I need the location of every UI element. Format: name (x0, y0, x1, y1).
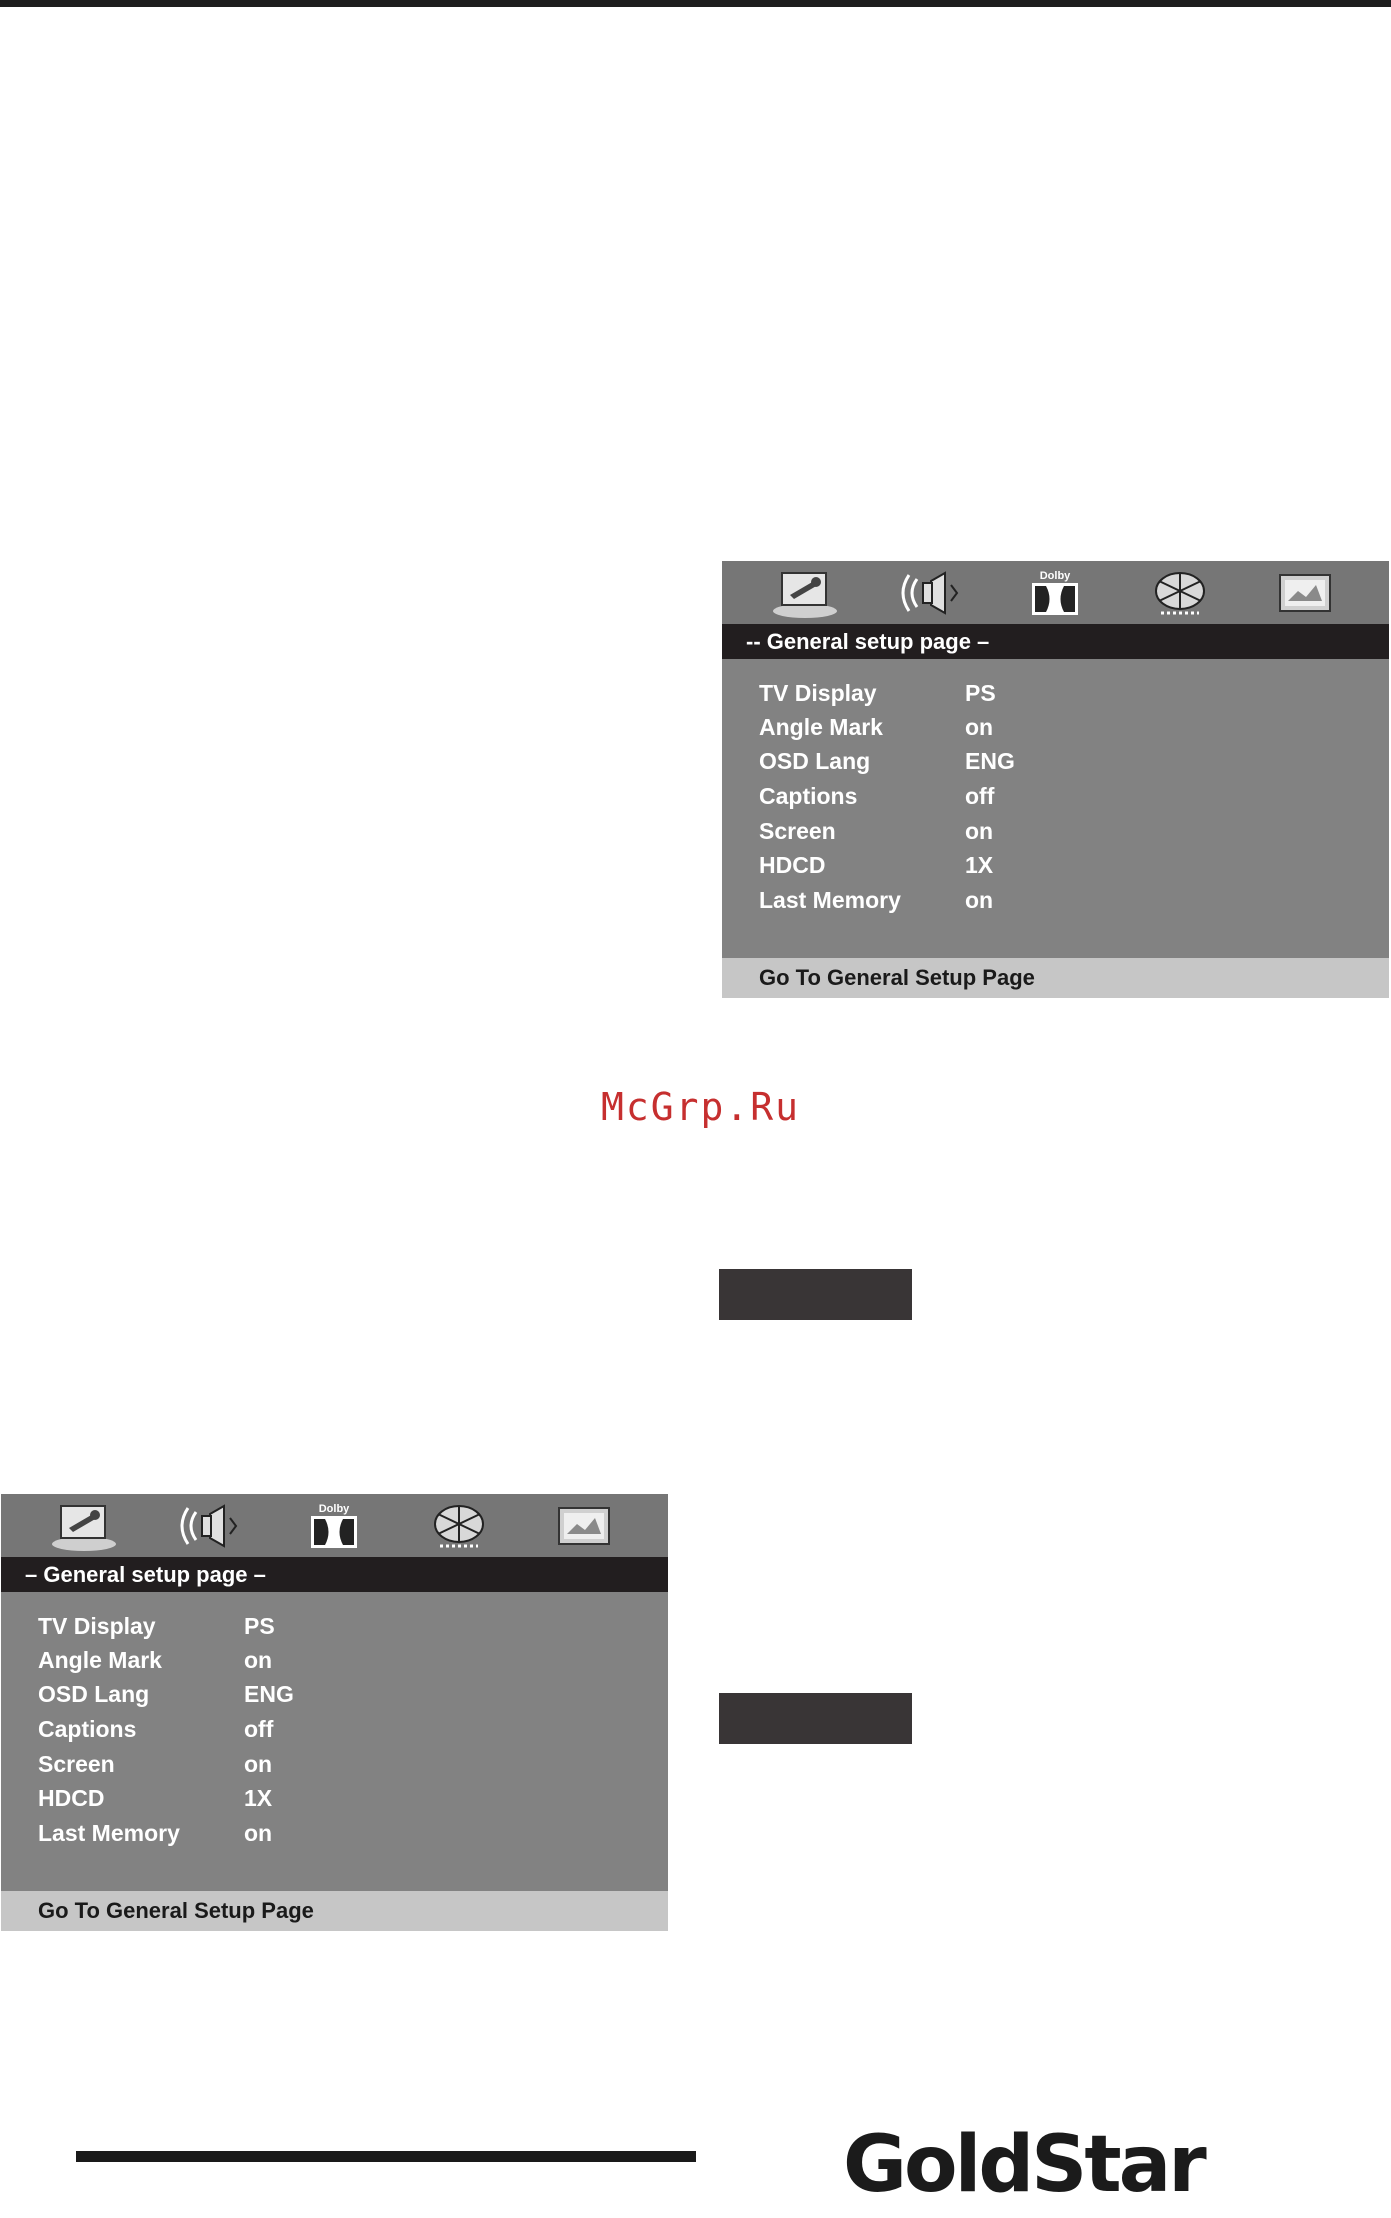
row-label: Last Memory (759, 887, 901, 913)
osd-row-last-memory[interactable] (38, 1816, 272, 1850)
row-value: on (244, 1820, 273, 1846)
top-rule (0, 0, 1391, 7)
osd-row-tv-display[interactable] (759, 676, 996, 710)
audio-setup-icon[interactable] (895, 567, 965, 619)
osd-footer-hint: Go To General Setup Page (722, 958, 1389, 998)
row-value: PS (244, 1613, 275, 1639)
osd-row-hdcd[interactable] (759, 848, 993, 882)
osd-row-hdcd[interactable] (38, 1781, 272, 1815)
dolby-icon[interactable] (299, 1500, 369, 1552)
osd-menu-general-setup-top (722, 561, 1389, 998)
video-setup-icon[interactable] (1145, 567, 1215, 619)
row-value: ENG (244, 1681, 294, 1707)
row-label: Captions (38, 1716, 137, 1742)
osd-row-angle-mark[interactable] (759, 710, 993, 744)
row-label: HDCD (38, 1785, 105, 1811)
brand-logo: GoldStar (843, 2120, 1204, 2210)
osd-row-last-memory[interactable] (759, 883, 993, 917)
row-label: Screen (759, 818, 836, 844)
osd-row-screen[interactable] (759, 814, 993, 848)
general-setup-icon[interactable] (49, 1500, 119, 1552)
row-value: ENG (965, 748, 1015, 774)
dolby-icon[interactable] (1020, 567, 1090, 619)
row-value: on (965, 818, 994, 844)
row-label: Angle Mark (759, 714, 883, 740)
row-label: Last Memory (38, 1820, 180, 1846)
osd-footer-hint: Go To General Setup Page (1, 1891, 668, 1931)
preference-icon[interactable] (1270, 567, 1340, 619)
row-value: off (244, 1716, 274, 1742)
row-value: off (965, 783, 995, 809)
osd-row-osd-lang[interactable] (759, 744, 1015, 778)
osd-row-tv-display[interactable] (38, 1609, 275, 1643)
row-label: Captions (759, 783, 858, 809)
dolby-label: Dolby (318, 1503, 350, 1515)
section-tab-2 (719, 1693, 912, 1744)
osd-icon-bar (1, 1494, 668, 1557)
row-value: on (244, 1647, 273, 1673)
general-setup-icon[interactable] (770, 567, 840, 619)
row-label: HDCD (759, 852, 826, 878)
row-value: 1X (965, 852, 994, 878)
osd-row-screen[interactable] (38, 1747, 272, 1781)
osd-icon-bar (722, 561, 1389, 624)
row-label: OSD Lang (38, 1681, 150, 1707)
preference-icon[interactable] (549, 1500, 619, 1552)
row-label: Angle Mark (38, 1647, 162, 1673)
watermark-text: McGrp.Ru (601, 1085, 801, 1129)
dolby-label: Dolby (1039, 570, 1071, 582)
row-value: 1X (244, 1785, 273, 1811)
osd-title: – General setup page – (1, 1557, 668, 1592)
osd-row-captions[interactable] (38, 1712, 273, 1746)
osd-row-osd-lang[interactable] (38, 1677, 294, 1711)
row-label: Screen (38, 1751, 115, 1777)
row-label: TV Display (759, 680, 877, 706)
osd-menu-general-setup-bottom (1, 1494, 668, 1931)
row-value: PS (965, 680, 996, 706)
row-value: on (965, 714, 994, 740)
video-setup-icon[interactable] (424, 1500, 494, 1552)
bottom-rule (76, 2151, 696, 2162)
osd-title: -- General setup page – (722, 624, 1389, 659)
row-label: TV Display (38, 1613, 156, 1639)
osd-row-captions[interactable] (759, 779, 994, 813)
row-value: on (244, 1751, 273, 1777)
audio-setup-icon[interactable] (174, 1500, 244, 1552)
osd-row-angle-mark[interactable] (38, 1643, 272, 1677)
section-tab-1 (719, 1269, 912, 1320)
row-value: on (965, 887, 994, 913)
row-label: OSD Lang (759, 748, 871, 774)
